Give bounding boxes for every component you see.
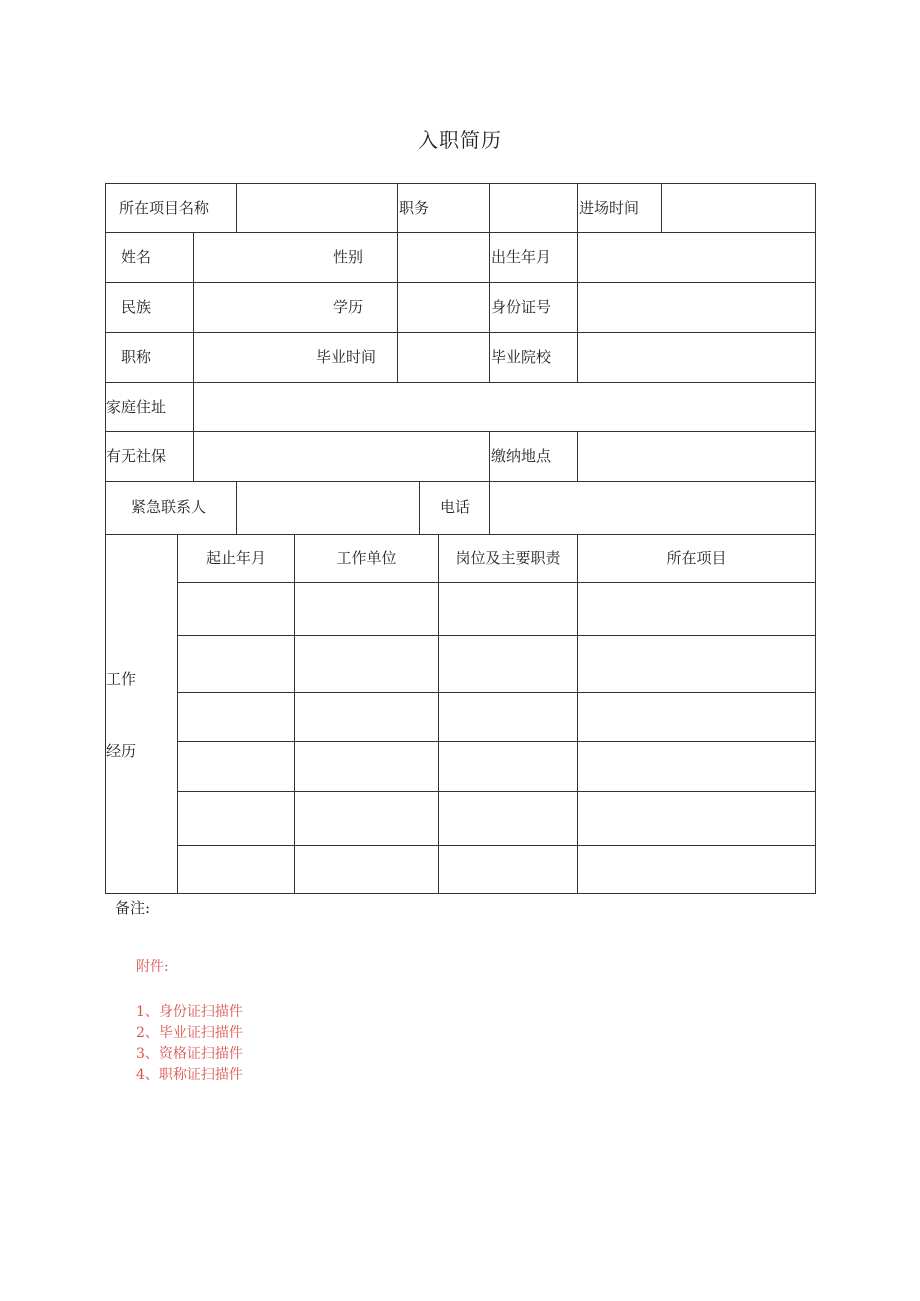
col-divider [577, 183, 578, 232]
label-payment-place: 缴纳地点 [491, 447, 552, 465]
col-divider [489, 431, 490, 481]
work-header-duties: 岗位及主要职责 [455, 549, 561, 567]
label-school: 毕业院校 [491, 348, 552, 366]
col-divider [577, 431, 578, 481]
label-id-number: 身份证号 [491, 298, 552, 316]
col-divider [661, 183, 662, 232]
row-divider [178, 845, 816, 846]
attachments-heading: 附件: [136, 959, 169, 975]
row-divider [105, 332, 816, 333]
work-header-period: 起止年月 [205, 549, 266, 567]
col-divider [294, 534, 295, 893]
row-divider [105, 431, 816, 432]
label-address: 家庭住址 [106, 398, 167, 416]
row-divider [178, 635, 816, 636]
label-gender: 性别 [333, 248, 364, 266]
row-divider [178, 791, 816, 792]
page-title: 入职简历 [418, 128, 502, 152]
label-education: 学历 [333, 298, 364, 316]
col-divider [489, 481, 490, 534]
row-divider [105, 282, 816, 283]
col-divider [419, 481, 420, 534]
row-divider [178, 692, 816, 693]
label-phone: 电话 [440, 498, 471, 516]
col-divider [193, 382, 194, 431]
label-position: 职务 [399, 199, 430, 217]
work-header-employer: 工作单位 [336, 549, 397, 567]
row-divider [105, 382, 816, 383]
row-divider [178, 582, 816, 583]
col-divider [489, 232, 490, 382]
table-border-right [815, 183, 816, 894]
col-divider [193, 232, 194, 382]
col-divider [177, 534, 178, 893]
label-project-name: 所在项目名称 [119, 199, 210, 217]
label-name: 姓名 [121, 248, 152, 266]
col-divider [577, 534, 578, 893]
label-emergency-contact: 紧急联系人 [131, 498, 207, 516]
attachment-item: 1、身份证扫描件 [136, 1004, 243, 1020]
col-divider [193, 431, 194, 481]
attachment-item: 4、职称证扫描件 [136, 1067, 243, 1083]
work-side-label-2: 经历 [106, 742, 137, 760]
label-birth: 出生年月 [491, 248, 552, 266]
attachment-item: 2、毕业证扫描件 [136, 1025, 243, 1041]
table-border-bottom [105, 893, 816, 894]
remark-label: 备注: [115, 899, 151, 917]
attachment-item: 3、资格证扫描件 [136, 1046, 243, 1062]
row-divider [105, 232, 816, 233]
table-border-top [105, 183, 816, 184]
col-divider [236, 481, 237, 534]
row-divider [105, 534, 816, 535]
col-divider [577, 232, 578, 382]
col-divider [438, 534, 439, 893]
row-divider [178, 741, 816, 742]
col-divider [489, 183, 490, 232]
label-social-security: 有无社保 [106, 447, 167, 465]
work-side-label-1: 工作 [106, 670, 137, 688]
label-ethnicity: 民族 [121, 298, 152, 316]
table-border-left [105, 183, 106, 894]
label-grad-time: 毕业时间 [316, 348, 377, 366]
label-entry-time: 进场时间 [579, 199, 640, 217]
col-divider [397, 232, 398, 382]
row-divider [105, 481, 816, 482]
col-divider [236, 183, 237, 232]
work-header-project: 所在项目 [666, 549, 727, 567]
label-title: 职称 [121, 348, 152, 366]
col-divider [397, 183, 398, 232]
